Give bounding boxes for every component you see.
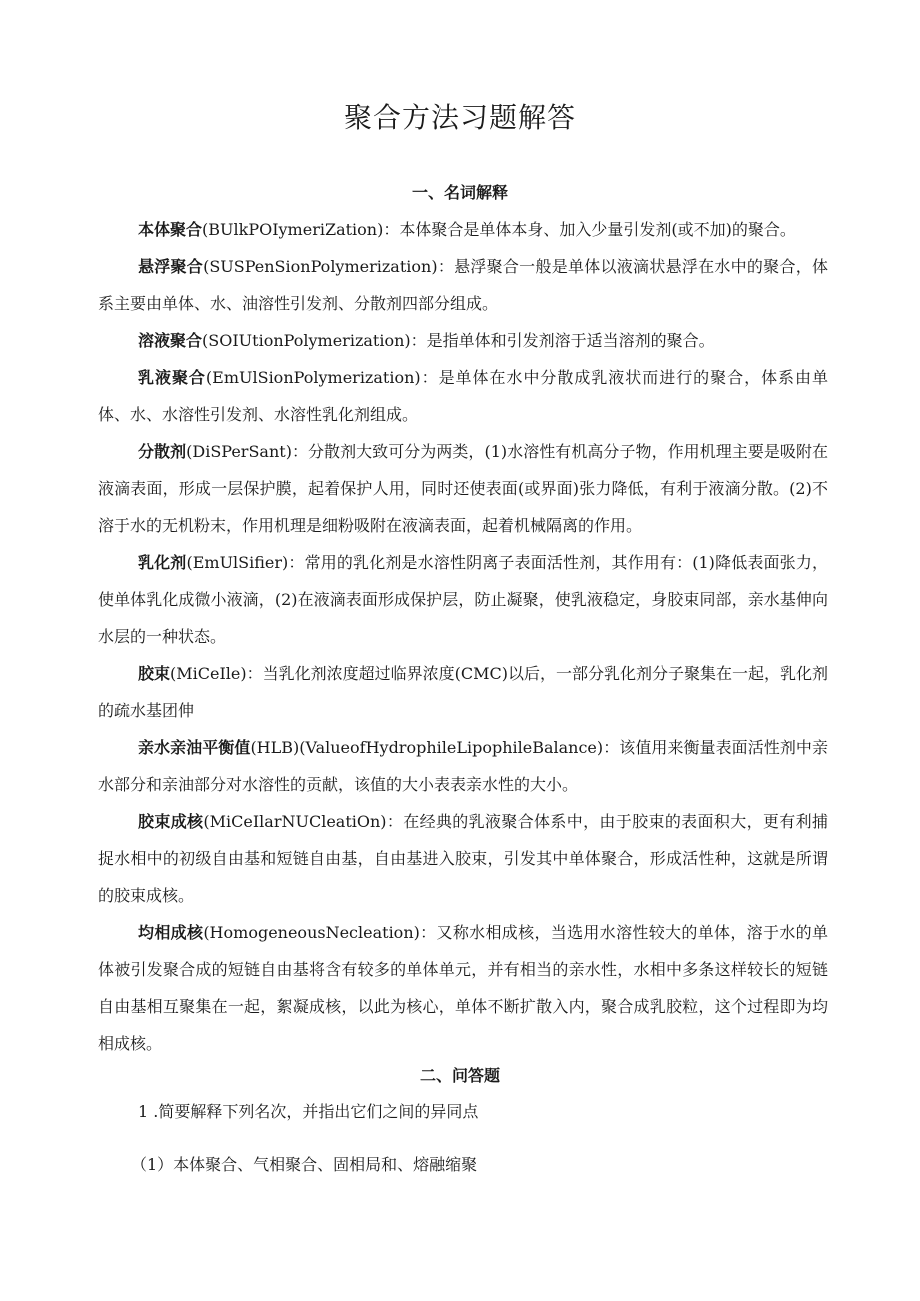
question-1-subitem: （1）本体聚合、气相聚合、固相局和、熔融缩聚 <box>131 1155 478 1174</box>
definition-term: 本体聚合 <box>138 220 203 239</box>
definition-term: 分散剂 <box>138 442 187 461</box>
definition-text: (MiCeIlarNUCleatiOn)：在经典的乳液聚合体系中，由于胶束的表面积大，更有利捕捉水相中的初级自由基和短链自由基，自由基进入胶束，引发其中单体聚合，形成活性种，这就是所谓的胶束成核。 <box>98 812 828 905</box>
definition-solution-polymerization <box>98 322 828 359</box>
definition-term: 悬浮聚合 <box>138 257 204 276</box>
definition-homogeneous-nucleation <box>98 914 828 1062</box>
question-1: 1 .简要解释下列名次，并指出它们之间的异同点 <box>138 1102 479 1121</box>
definition-text: (MiCeIle)：当乳化剂浓度超过临界浓度(CMC)以后，一部分乳化剂分子聚集在一起，乳化剂的疏水基团伸 <box>98 664 828 720</box>
definition-text: (SUSPenSionPolymerization)：悬浮聚合一般是单体以液滴状悬浮在水中的聚合，体系主要由单体、水、油溶性引发剂、分散剂四部分组成。 <box>98 257 828 313</box>
definition-bulk-polymerization <box>98 211 828 248</box>
definition-hlb <box>98 729 828 803</box>
definition-text: (DiSPerSant)：分散剂大致可分为两类，(1)水溶性有机高分子物，作用机理主要是吸附在液滴表面，形成一层保护膜，起着保护人用，同时还使表面(或界面)张力降低，有利于液滴分散。(2)不溶于水的无机粉末，作用机理是细粉吸附在液滴表面，起着机械隔离的作用。 <box>98 442 828 535</box>
definition-term: 亲水亲油平衡值 <box>138 738 251 757</box>
document-title: 聚合方法习题解答 <box>343 101 576 134</box>
definition-dispersant <box>98 433 828 544</box>
definition-emulsifier <box>98 544 828 655</box>
definition-micelle <box>98 655 828 729</box>
definition-term: 溶液聚合 <box>138 331 203 350</box>
definition-term: 胶束成核 <box>138 812 204 831</box>
definition-text: (HLB)(ValueofHydrophileLipophileBalance)：该值用来衡量表面活性剂中亲水部分和亲油部分对水溶性的贡献，该值的大小表表亲水性的大小。 <box>98 738 828 794</box>
definition-term: 乳液聚合 <box>138 368 206 387</box>
definition-term: 均相成核 <box>138 923 204 942</box>
definition-text: (EmUlSionPolymerization)：是单体在水中分散成乳液状而进行的聚合，体系由单体、水、水溶性引发剂、水溶性乳化剂组成。 <box>98 368 828 424</box>
definition-micellar-nucleation <box>98 803 828 914</box>
definition-text: (BUlkPOIymeriZation)：本体聚合是单体本身、加入少量引发剂(或不加)的聚合。 <box>202 220 796 239</box>
definition-term: 胶束 <box>138 664 171 683</box>
definition-suspension-polymerization <box>98 248 828 322</box>
definition-term: 乳化剂 <box>138 553 187 572</box>
definition-emulsion-polymerization <box>98 359 828 433</box>
definition-text: (EmUlSifier)：常用的乳化剂是水溶性阴离子表面活性剂，其作用有：(1)降低表面张力，使单体乳化成微小液滴，(2)在液滴表面形成保护层，防止凝聚，使乳液稳定，身胶束同部，亲水基伸向水层的一种状态。 <box>98 553 828 646</box>
definition-text: (SOIUtionPolymerization)：是指单体和引发剂溶于适当溶剂的聚合。 <box>202 331 715 350</box>
definition-text: (HomogeneousNecleation)：又称水相成核，当选用水溶性较大的单体，溶于水的单体被引发聚合成的短链自由基将含有较多的单体单元，并有相当的亲水性，水相中多条这样较长的短链自由基相互聚集在一起，絮凝成核，以此为核心，单体不断扩散入内，聚合成乳胶粒，这个过程即为均相成核。 <box>98 923 828 1053</box>
section-heading-definitions: 一、名词解释 <box>411 183 508 202</box>
section-heading-questions: 二、问答题 <box>419 1066 500 1085</box>
